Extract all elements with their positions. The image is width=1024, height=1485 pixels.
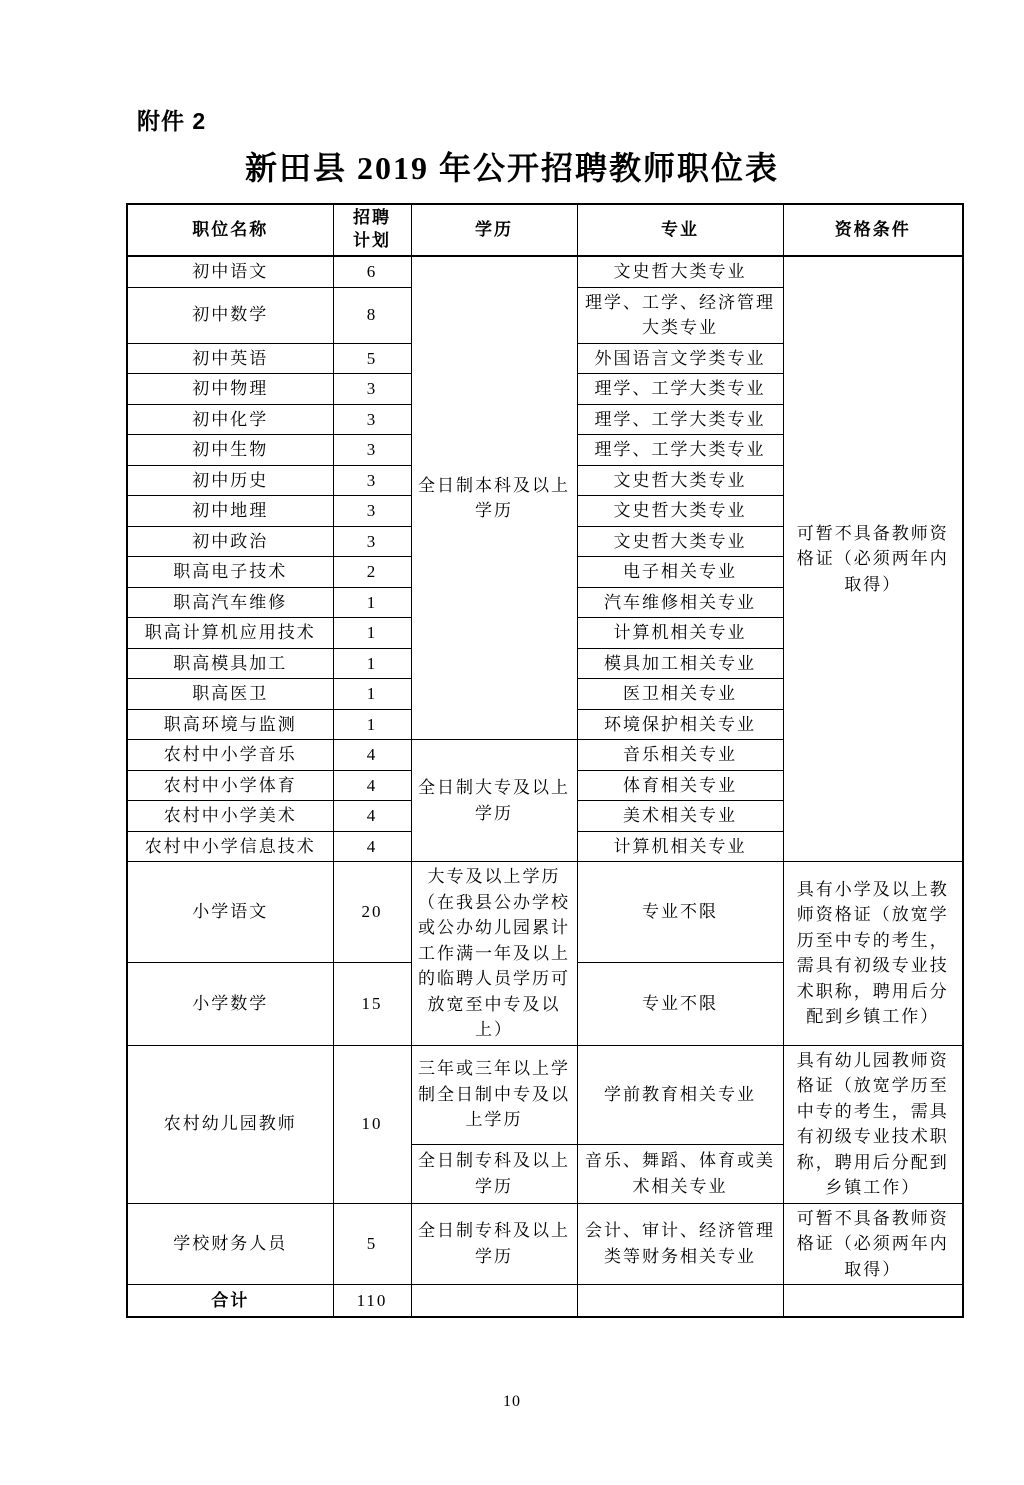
page-number: 10 xyxy=(503,1393,521,1410)
cell-count: 8 xyxy=(333,287,411,343)
column-header-count-label: 招聘计划 xyxy=(353,208,391,250)
total-value: 110 xyxy=(333,1285,411,1317)
table-row xyxy=(127,256,963,287)
cell-position: 初中历史 xyxy=(127,465,333,496)
cell-position: 初中英语 xyxy=(127,343,333,374)
cell-major: 计算机相关专业 xyxy=(577,831,783,862)
cell-count: 10 xyxy=(333,1045,411,1203)
cell-major: 文史哲大类专业 xyxy=(577,256,783,287)
cell-qualification-kindergarten: 具有幼儿园教师资格证（放宽学历至中专的考生，需具有初级专业技术职称，聘用后分配到乡镇工作） xyxy=(783,1045,963,1203)
cell-count: 4 xyxy=(333,801,411,832)
cell-major: 理学、工学大类专业 xyxy=(577,374,783,405)
cell-degree: 全日制专科及以上学历 xyxy=(411,1203,577,1285)
cell-count: 20 xyxy=(333,862,411,963)
column-header-position: 职位名称 xyxy=(127,204,333,256)
cell-major: 外国语言文学类专业 xyxy=(577,343,783,374)
table-row xyxy=(127,862,963,963)
cell-count: 3 xyxy=(333,404,411,435)
cell-position: 初中生物 xyxy=(127,435,333,466)
cell-qualification-certnote: 可暂不具备教师资格证（必须两年内取得） xyxy=(783,256,963,862)
cell-major-empty xyxy=(577,1285,783,1317)
cell-degree-primary: 大专及以上学历（在我县公办学校或公办幼儿园累计工作满一年及以上的临聘人员学历可放宽至中专及以上） xyxy=(411,862,577,1046)
cell-position: 初中化学 xyxy=(127,404,333,435)
cell-degree-empty xyxy=(411,1285,577,1317)
cell-position: 职高医卫 xyxy=(127,679,333,710)
cell-major: 体育相关专业 xyxy=(577,770,783,801)
cell-position: 职高模具加工 xyxy=(127,648,333,679)
cell-count: 5 xyxy=(333,1203,411,1285)
cell-major: 音乐、舞蹈、体育或美术相关专业 xyxy=(577,1144,783,1203)
header-row xyxy=(127,204,963,256)
cell-count: 3 xyxy=(333,374,411,405)
cell-major: 专业不限 xyxy=(577,962,783,1045)
cell-position: 农村中小学信息技术 xyxy=(127,831,333,862)
cell-count: 3 xyxy=(333,435,411,466)
cell-count: 1 xyxy=(333,618,411,649)
cell-count: 15 xyxy=(333,962,411,1045)
cell-major: 理学、工学、经济管理大类专业 xyxy=(577,287,783,343)
cell-position: 职高电子技术 xyxy=(127,557,333,588)
cell-major: 文史哲大类专业 xyxy=(577,465,783,496)
cell-degree: 三年或三年以上学制全日制中专及以上学历 xyxy=(411,1045,577,1144)
cell-major: 学前教育相关专业 xyxy=(577,1045,783,1144)
cell-major: 理学、工学大类专业 xyxy=(577,404,783,435)
cell-count: 3 xyxy=(333,496,411,527)
cell-position: 初中数学 xyxy=(127,287,333,343)
column-header-degree: 学历 xyxy=(411,204,577,256)
cell-count: 1 xyxy=(333,648,411,679)
cell-position: 农村幼儿园教师 xyxy=(127,1045,333,1203)
cell-count: 4 xyxy=(333,740,411,771)
column-header-count xyxy=(333,204,411,256)
cell-position: 职高汽车维修 xyxy=(127,587,333,618)
job-table xyxy=(126,203,964,1318)
cell-qualification-empty xyxy=(783,1285,963,1317)
column-header-major: 专业 xyxy=(577,204,783,256)
attachment-label: 附件 2 xyxy=(137,108,207,134)
cell-major: 环境保护相关专业 xyxy=(577,709,783,740)
total-label: 合计 xyxy=(127,1285,333,1317)
cell-count: 1 xyxy=(333,679,411,710)
cell-count: 2 xyxy=(333,557,411,588)
cell-count: 1 xyxy=(333,587,411,618)
cell-major: 文史哲大类专业 xyxy=(577,526,783,557)
cell-degree-college: 全日制大专及以上学历 xyxy=(411,740,577,862)
cell-major: 模具加工相关专业 xyxy=(577,648,783,679)
cell-position: 初中物理 xyxy=(127,374,333,405)
cell-position: 小学语文 xyxy=(127,862,333,963)
cell-position: 初中地理 xyxy=(127,496,333,527)
total-row xyxy=(127,1285,963,1317)
table-row xyxy=(127,1203,963,1285)
cell-degree: 全日制专科及以上学历 xyxy=(411,1144,577,1203)
cell-count: 1 xyxy=(333,709,411,740)
cell-count: 6 xyxy=(333,256,411,287)
cell-major: 电子相关专业 xyxy=(577,557,783,588)
cell-count: 3 xyxy=(333,465,411,496)
cell-major: 专业不限 xyxy=(577,862,783,963)
cell-position: 初中政治 xyxy=(127,526,333,557)
cell-major: 计算机相关专业 xyxy=(577,618,783,649)
cell-major: 美术相关专业 xyxy=(577,801,783,832)
cell-degree-bachelor: 全日制本科及以上学历 xyxy=(411,256,577,740)
cell-major: 汽车维修相关专业 xyxy=(577,587,783,618)
page-title: 新田县 2019 年公开招聘教师职位表 xyxy=(244,150,779,186)
cell-qualification: 可暂不具备教师资格证（必须两年内取得） xyxy=(783,1203,963,1285)
column-header-qualification: 资格条件 xyxy=(783,204,963,256)
cell-major: 文史哲大类专业 xyxy=(577,496,783,527)
cell-count: 4 xyxy=(333,770,411,801)
cell-count: 4 xyxy=(333,831,411,862)
cell-position: 农村中小学美术 xyxy=(127,801,333,832)
table-row xyxy=(127,1045,963,1144)
cell-position: 学校财务人员 xyxy=(127,1203,333,1285)
cell-major: 医卫相关专业 xyxy=(577,679,783,710)
cell-position: 农村中小学体育 xyxy=(127,770,333,801)
cell-position: 初中语文 xyxy=(127,256,333,287)
cell-major: 理学、工学大类专业 xyxy=(577,435,783,466)
cell-position: 小学数学 xyxy=(127,962,333,1045)
cell-count: 3 xyxy=(333,526,411,557)
cell-position: 职高计算机应用技术 xyxy=(127,618,333,649)
cell-count: 5 xyxy=(333,343,411,374)
cell-position: 农村中小学音乐 xyxy=(127,740,333,771)
cell-qualification-primary: 具有小学及以上教师资格证（放宽学历至中专的考生，需具有初级专业技术职称，聘用后分配到乡镇工作） xyxy=(783,862,963,1046)
cell-major: 音乐相关专业 xyxy=(577,740,783,771)
cell-major: 会计、审计、经济管理类等财务相关专业 xyxy=(577,1203,783,1285)
cell-position: 职高环境与监测 xyxy=(127,709,333,740)
